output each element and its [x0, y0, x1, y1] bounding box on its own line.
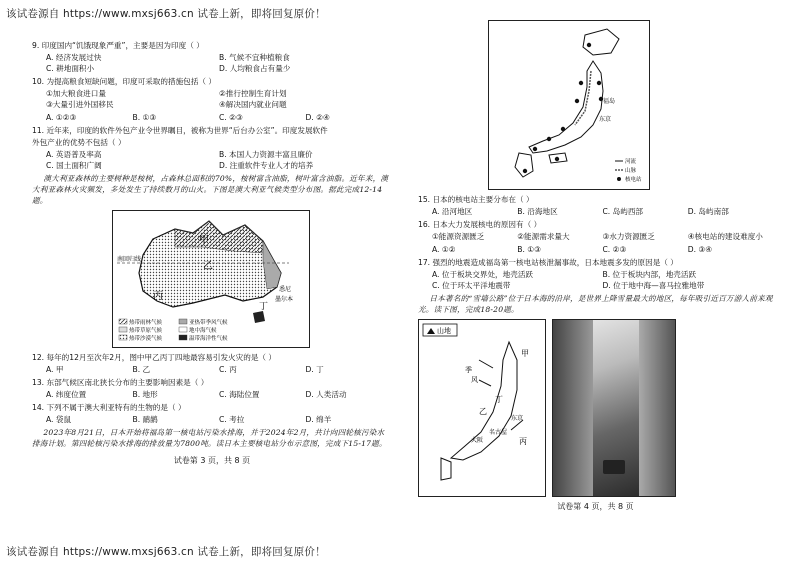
legend-river: 河流 — [625, 159, 637, 165]
q9-stem: 9. 印度国内“饥饿现象严重”，主要是因为印度（ ） — [32, 41, 204, 50]
q14-option-a: A. 袋鼠 — [46, 415, 72, 424]
q15-option-a: A. 沿河地区 — [432, 207, 473, 216]
legend-6: 温带海洋性气候 — [189, 336, 228, 342]
q16-items — [432, 231, 773, 242]
watermark-bottom: 该试卷源自 https://www.mxsj663.cn 试卷上新，即将回复原价！ — [6, 546, 326, 558]
legend-2: 亚热带季风气候 — [189, 320, 228, 326]
q10-option-c: C. ②③ — [219, 113, 243, 122]
japan-nuclear-map — [488, 20, 650, 190]
q13-option-a: A. 纬度位置 — [46, 390, 87, 399]
map2-legend — [615, 157, 642, 183]
q13-stem: 13. 东部气候区南北狭长分布的主要影响因素是（ ） — [32, 378, 209, 387]
australia-map-figure — [113, 211, 309, 347]
q12-option-a: A. 甲 — [46, 365, 64, 374]
label-ding: 丁 — [259, 302, 269, 312]
q16-option-d: D. ③④ — [687, 245, 713, 254]
legend-mountain: 山脉 — [625, 168, 637, 174]
q11-stem-line2: 外包产业的优势不包括（ ） — [32, 138, 126, 147]
q16-item-3: ③水力资源匮乏 — [602, 232, 655, 241]
label-season: 季 — [465, 366, 472, 374]
q16-options — [432, 244, 773, 255]
q10-option-b: B. ①③ — [132, 113, 157, 122]
q10-option-a: A. ①②③ — [46, 113, 77, 122]
honshu-2 — [451, 342, 517, 460]
kyushu-2 — [441, 458, 451, 480]
q12-option-c: C. 丙 — [219, 365, 237, 374]
q11-option-c: C. 国土面积广阔 — [46, 161, 102, 170]
q17-option-c: C. 位于环太平洋地震带 — [432, 281, 511, 290]
q13-options — [46, 389, 392, 400]
label-osaka: 大阪 — [471, 437, 484, 444]
bus-shape — [603, 460, 625, 474]
label-melbourne: 墨尔本 — [275, 296, 294, 303]
q14-options — [46, 414, 392, 425]
label-wind: 风 — [471, 376, 478, 384]
q15-option-c: C. 岛屿西部 — [602, 207, 644, 216]
tasmania — [253, 311, 265, 323]
japan-monsoon-map — [418, 319, 546, 497]
page-footer-left: 试卷第 3 页，共 8 页 — [173, 456, 251, 465]
q17-option-a: A. 位于板块交界处，地壳活跃 — [432, 270, 534, 279]
tropic-label: 南回归线 — [117, 256, 142, 263]
q15-stem: 15. 日本的核电站主要分布在（ ） — [418, 195, 534, 204]
map-legend — [119, 318, 228, 342]
q9-option-c: C. 耕地面积小 — [46, 64, 95, 73]
q11-option-b: B. 本国人力资源丰富且廉价 — [219, 150, 313, 159]
q16-option-a: A. ①② — [432, 245, 456, 254]
legend-3: 热带草原气候 — [129, 328, 163, 334]
label-jia-2: 甲 — [521, 349, 529, 358]
japan-monsoon-figure — [419, 320, 545, 496]
label-tokyo-2: 东京 — [511, 415, 524, 422]
q15-options — [432, 206, 773, 217]
legend-nuclear: 核电站 — [625, 177, 642, 183]
label-ding-2: 丁 — [495, 395, 503, 404]
label-yi: 乙 — [203, 261, 213, 272]
q13-option-c: C. 海陆位置 — [219, 390, 260, 399]
q10-stem: 10. 为提高粮食短缺问题，印度可采取的措施包括（ ） — [32, 77, 216, 86]
q17-option-d: D. 位于地中海—喜马拉雅地带 — [602, 281, 705, 290]
q12-option-b: B. 乙 — [132, 365, 151, 374]
q14-stem: 14. 下列不属于澳大利亚特有的生物的是（ ） — [32, 403, 186, 412]
snow-wall-photo — [552, 319, 676, 497]
q12-option-d: D. 丁 — [305, 365, 324, 374]
q9-options — [46, 52, 392, 74]
hokkaido — [583, 29, 619, 55]
label-fukushima: 福岛 — [603, 98, 616, 105]
q16-option-c: C. ②③ — [602, 245, 627, 254]
q9-option-a: A. 经济发展过快 — [46, 53, 102, 62]
watermark-top: 该试卷源自 https://www.mxsj663.cn 试卷上新，即将回复原价！ — [6, 8, 326, 20]
left-page — [32, 40, 392, 466]
q16-stem: 16. 日本大力发展核电的原因有（ ） — [418, 220, 542, 229]
q16-item-1: ①能源资源匮乏 — [432, 232, 485, 241]
q15-option-d: D. 岛屿南部 — [687, 207, 729, 216]
q17-option-b: B. 位于板块内部，地壳活跃 — [602, 270, 697, 279]
label-jia: 甲 — [199, 235, 209, 246]
q13-option-d: D. 人类活动 — [305, 390, 347, 399]
label-bing: 丙 — [153, 291, 163, 302]
label-tokyo: 东京 — [599, 116, 612, 123]
japan-map-figure — [489, 21, 649, 189]
q11-stem-line1: 11. 近年来，印度的软件外包产业令世界瞩目，被称为世界“后台办公室”。印度发展软件 — [32, 126, 328, 135]
q10-options — [46, 112, 392, 123]
label-sydney: 悉尼 — [279, 286, 292, 293]
q16-option-b: B. ①③ — [517, 245, 541, 254]
page-footer-right: 试卷第 4 页，共 8 页 — [557, 502, 634, 511]
right-page — [418, 20, 773, 512]
q11-option-a: A. 英语普及率高 — [46, 150, 102, 159]
passage-australia: 澳大利亚森林的主要树种是桉树，占森林总面积的70%，桉树富含油脂，树叶富含油脂。近年来，澳大利亚森林火灾频发，多处发生了持续数月的山火。下图是澳大利亚气候类型分布图。据此完成12-14题。 — [32, 174, 389, 205]
legend-4: 地中海气候 — [189, 328, 217, 334]
q9-option-d: D. 人均粮食占有量少 — [219, 64, 291, 73]
q16-item-4: ④核电站的建设难度小 — [687, 232, 763, 241]
label-nagoya: 名古屋 — [489, 429, 508, 436]
label-yi-2: 乙 — [479, 407, 487, 416]
q10-item-4: ④解决国内就业问题 — [219, 100, 287, 109]
australia-climate-map — [112, 210, 310, 348]
figure-row — [418, 319, 773, 497]
q12-stem: 12. 每年的12月至次年2月，图中甲乙丙丁四地最容易引发火灾的是（ ） — [32, 353, 277, 362]
legend-5: 热带沙漠气候 — [129, 336, 163, 342]
q12-options — [46, 364, 392, 375]
q15-option-b: B. 沿海地区 — [517, 207, 558, 216]
q10-option-d: D. ②④ — [305, 113, 330, 122]
q14-option-c: C. 考拉 — [219, 415, 245, 424]
q16-item-2: ②能源需求量大 — [517, 232, 570, 241]
q10-item-2: ②推行控制生育计划 — [219, 89, 287, 98]
q14-option-d: D. 绵羊 — [305, 415, 332, 424]
passage-japan-nuclear: 2023年8月21日，日本开始将福岛第一核电站污染水排海，并于2024年2月，共计向四轮核污染水排海计划。第四轮核污染水排海的排放量为7800吨。读日本主要核电站分布示意图，完成下15-17题。 — [32, 428, 387, 448]
q11-option-d: D. 注重软件专业人才的培养 — [219, 161, 314, 170]
mountain-tag: 山地 — [437, 327, 451, 335]
q10-item-3: ③大量引进外国移民 — [46, 100, 114, 109]
q11-options — [46, 149, 392, 171]
q17-options — [432, 269, 773, 291]
label-bing-2: 丙 — [519, 437, 527, 446]
q14-option-b: B. 鸸鹋 — [132, 415, 158, 424]
passage-snow-wall: 日本著名的“雪墙公路”位于日本海的沿岸，是世界上降雪量最大的地区，每年吸引近百万游人前来观光。读下图，完成18-20题。 — [418, 294, 773, 314]
q9-option-b: B. 气候不宜种植粮食 — [219, 53, 290, 62]
q17-stem: 17. 强烈的地震造成福岛第一核电站核泄漏事故，日本地震多发的原因是（ ） — [418, 258, 678, 267]
q10-items — [46, 88, 392, 110]
honshu — [529, 61, 603, 153]
q13-option-b: B. 地形 — [132, 390, 158, 399]
kyushu — [515, 153, 533, 177]
legend-1: 热带雨林气候 — [129, 320, 163, 326]
q10-item-1: ①加大粮食进口量 — [46, 89, 106, 98]
